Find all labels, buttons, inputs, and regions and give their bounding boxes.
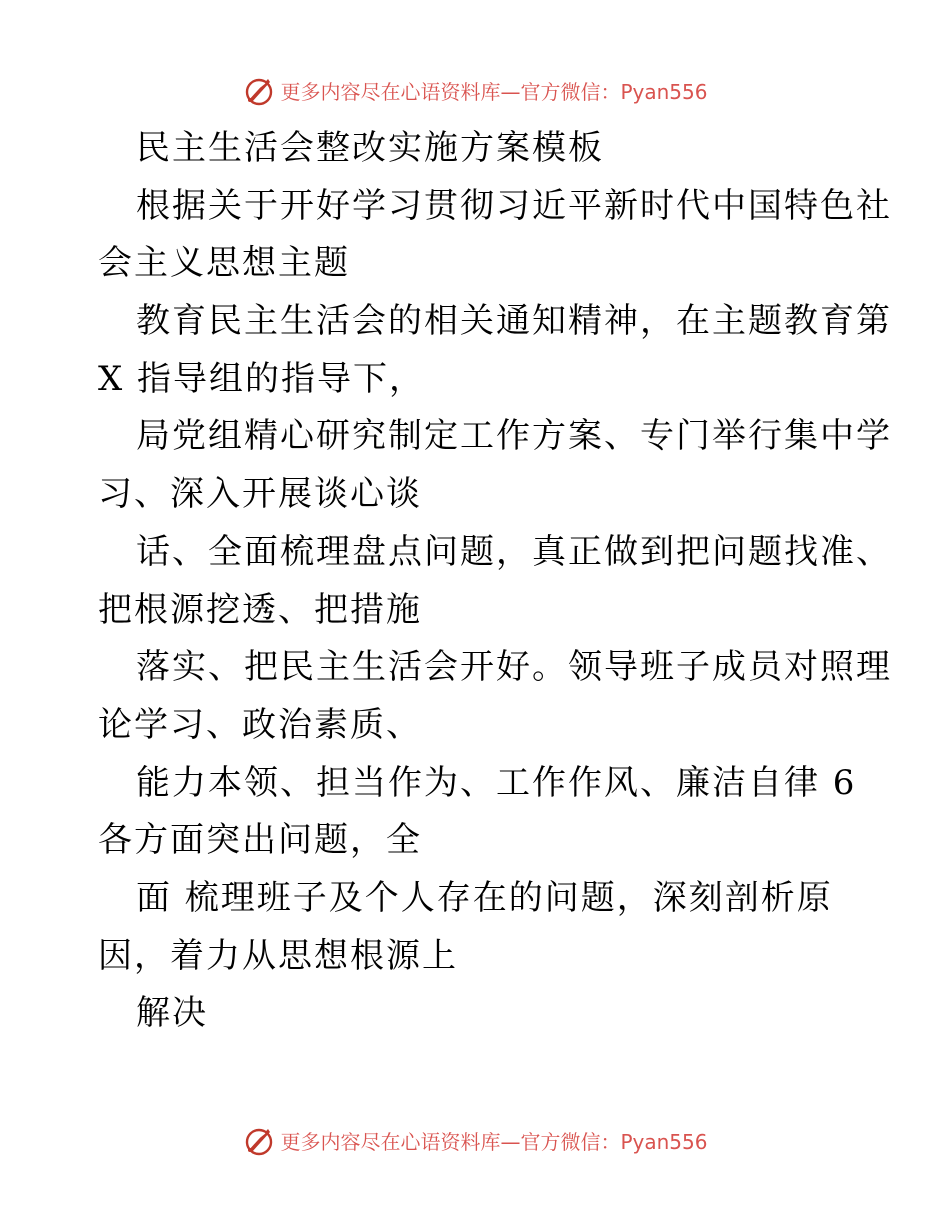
header-banner-text: 更多内容尽在心语资料库—官方微信：Pyan556: [280, 79, 708, 104]
document-line: 面 梳理班子及个人存在的问题，深刻剖析原: [136, 877, 833, 918]
feather-pen-logo-icon: [242, 73, 276, 107]
header-banner: [0, 70, 950, 110]
document-line: 解决: [136, 993, 208, 1034]
document-line: 论学习、政治素质、: [98, 704, 422, 745]
document-line: 教育民主生活会的相关通知精神，在主题教育第: [136, 301, 892, 342]
document-line: 根据关于开好学习贯彻习近平新时代中国特色社: [136, 185, 892, 226]
footer-banner-text: 更多内容尽在心语资料库—官方微信：Pyan556: [280, 1129, 708, 1154]
document-line: 落实、把民主生活会开好。领导班子成员对照理: [136, 647, 892, 688]
document-line: 各方面突出问题，全: [98, 820, 422, 861]
document-line: 能力本领、担当作为、工作作风、廉洁自律 6: [136, 762, 857, 803]
document-line: 话、全面梳理盘点问题，真正做到把问题找准、: [136, 531, 892, 572]
feather-pen-logo-icon: [242, 1123, 276, 1157]
document-line: 会主义思想主题: [98, 243, 350, 284]
document-line: 局党组精心研究制定工作方案、专门举行集中学: [136, 416, 892, 457]
document-line: 把根源挖透、把措施: [98, 589, 422, 630]
footer-banner: [0, 1120, 950, 1160]
document-line: 民主生活会整改实施方案模板: [136, 128, 604, 168]
document-line: 习、深入开展谈心谈: [98, 474, 422, 515]
document-line: X 指导组的指导下，: [98, 358, 426, 399]
document-line: 因，着力从思想根源上: [98, 935, 458, 976]
document-body: [98, 120, 892, 1043]
